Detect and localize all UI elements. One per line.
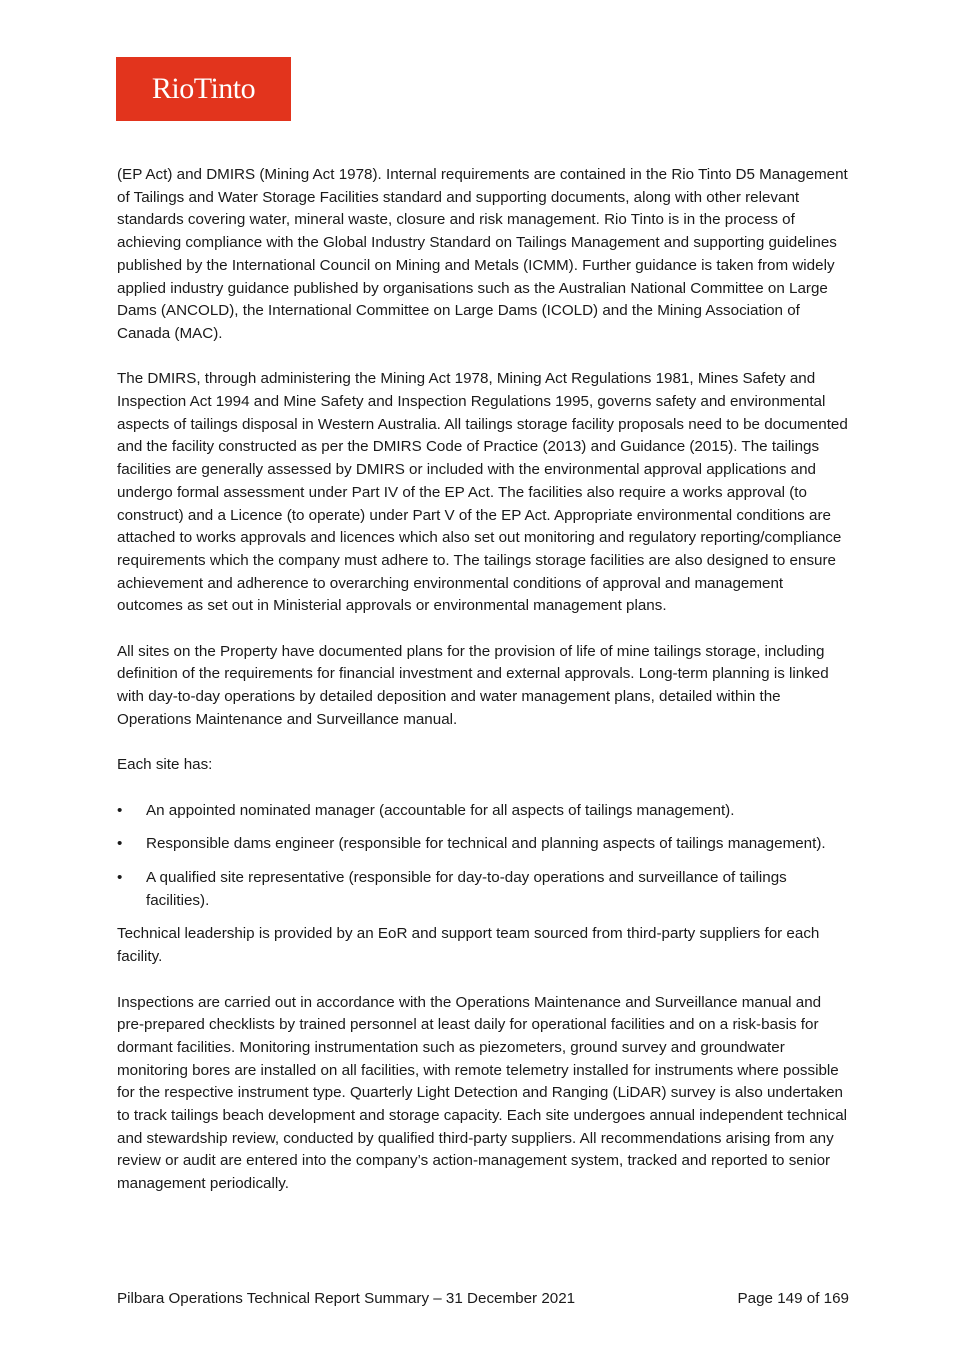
bullet-text: Responsible dams engineer (responsible for technical and planning aspects of tailings management).	[146, 835, 826, 853]
roles-bullet-list	[117, 800, 852, 913]
bullet-text: An appointed nominated manager (accountable for all aspects of tailings management).	[146, 801, 735, 819]
paragraph-dmirs: The DMIRS, through administering the Mining Act 1978, Mining Act Regulations 1981, Mines Safety and Inspection Act 1994 and Mine Safety and Inspection Regulations 1995, governs safety and environmental aspects of tailings disposal in Western Australia. All tailings storage facility proposals need to be documented and the facility constructed as per the DMIRS Code of Practice (2013) and Guidance (2015). The tailings facilities are generally assessed by DMIRS or included with the environmental approval applications and undergo formal assessment under Part IV of the EP Act. The facilities also require a works approval (to construct) and a Licence (to operate) under Part V of the EP Act. Appropriate environmental conditions are attached to works approvals and licences which also set out monitoring and regulatory reporting/compliance requirements which the company must adhere to. The tailings storage facilities are also designed to ensure achievement and adherence to overarching environmental conditions of approval and management outcomes as set out in Ministerial approvals or environmental management plans.	[117, 370, 848, 615]
paragraph-site-plans: All sites on the Property have documented plans for the provision of life of mine tailings storage, including definition of the requirements for financial investment and external approvals. Long-term planning is linked with day-to-day operations by detailed deposition and water management plans, detailed within the Operations Maintenance and Surveillance manual.	[117, 642, 829, 728]
bullet-text: A qualified site representative (responsible for day-to-day operations and surveillance of tailings facilities).	[146, 869, 787, 909]
list-item	[117, 833, 852, 856]
paragraph-inspections: Inspections are carried out in accordance with the Operations Maintenance and Surveillance manual and pre-prepared checklists by trained personnel at least daily for operational facilities and on a risk-basis for dormant facilities. Monitoring instrumentation such as piezometers, ground survey and groundwater monitoring bores are installed on all facilities, with remote telemetry installed for instruments where possible for the respective instrument type. Quarterly Light Detection and Ranging (LiDAR) survey is also undertaken to track tailings beach development and storage capacity. Each site undergoes annual independent technical and stewardship review, conducted by qualified third-party suppliers. All recommendations arising from any review or audit are entered into the company’s action-management system, tracked and reported to senior management periodically.	[117, 993, 848, 1193]
paragraph-technical-leadership: Technical leadership is provided by an EoR and support team sourced from third-party suppliers for each facility.	[117, 925, 820, 966]
list-item	[117, 867, 852, 912]
list-item	[117, 800, 852, 823]
bullet-icon: •	[117, 869, 123, 887]
paragraph-each-site: Each site has:	[117, 756, 213, 774]
page-footer	[117, 1289, 849, 1309]
paragraph-regulatory-requirements: (EP Act) and DMIRS (Mining Act 1978). Internal requirements are contained in the Rio Tinto D5 Management of Tailings and Water Storage Facilities standard and supporting documents, along with other relevant standards covering water, mineral waste, closure and risk management. Rio Tinto is in the process of achieving compliance with the Global Industry Standard on Tailings Management and supporting guidelines published by the International Council on Mining and Metals (ICMM). Further guidance is taken from widely applied industry guidance published by organisations such as the Australian National Committee on Large Dams (ANCOLD), the International Committee on Large Dams (ICOLD) and the Mining Association of Canada (MAC).	[117, 166, 848, 342]
bullet-icon: •	[117, 835, 123, 853]
page-number: Page 149 of 169	[737, 1290, 849, 1307]
document-body	[117, 164, 852, 1219]
bullet-icon: •	[117, 801, 123, 819]
logo-text: RioTinto	[151, 72, 256, 105]
rio-tinto-logo	[116, 57, 291, 121]
footer-title: Pilbara Operations Technical Report Summary – 31 December 2021	[117, 1290, 576, 1307]
